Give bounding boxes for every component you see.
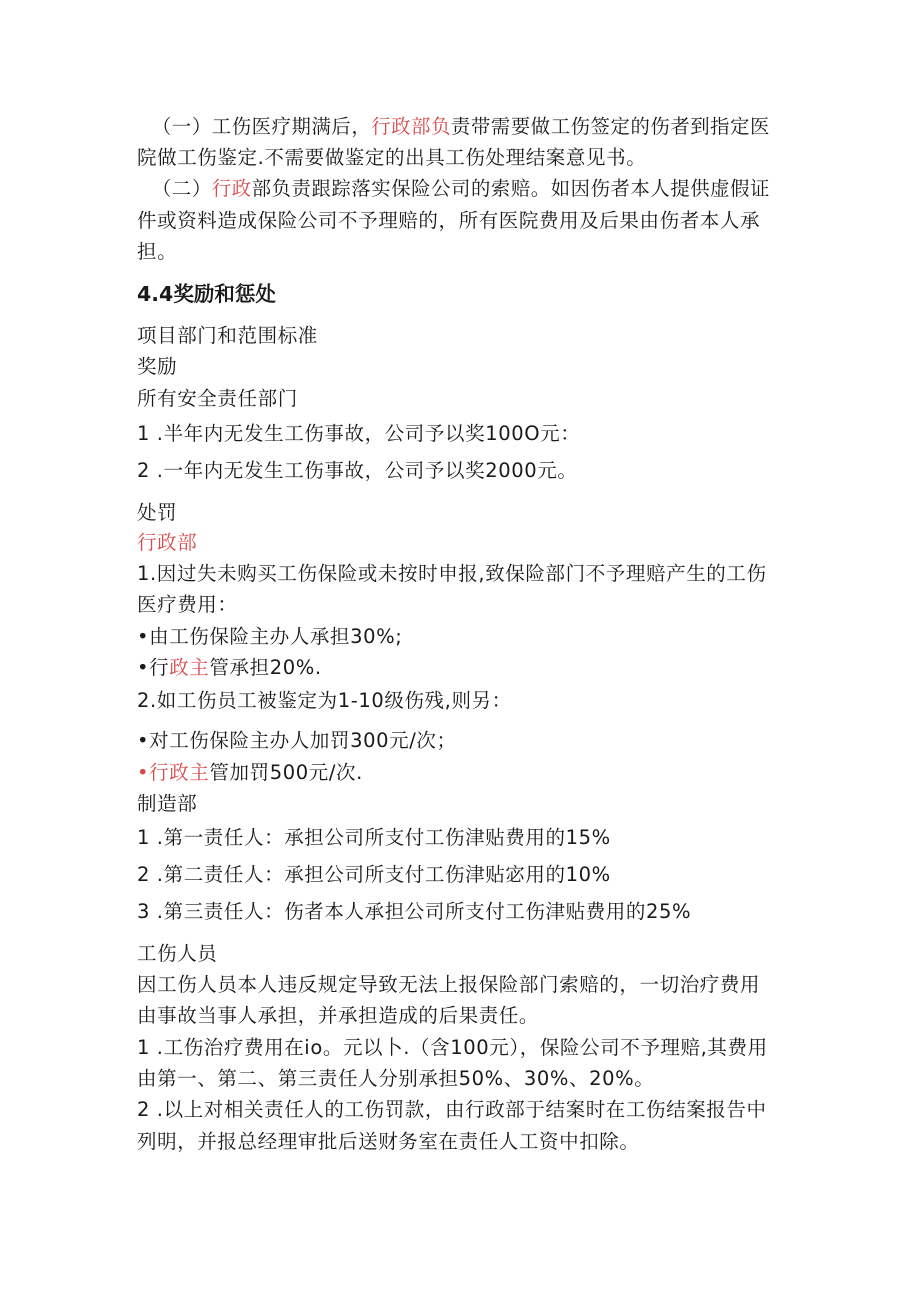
highlight-admin-dept: 行政部负: [371, 115, 452, 138]
injured-line-1: 因工伤人员本人违反规定导致无法上报保险部门索赔的，一切治疗费用: [137, 973, 761, 996]
para2-line3: 担。: [137, 240, 178, 263]
para2-line2: 件或资料造成保险公司不予理赔的，所有医院费用及后果由伤者本人承: [137, 209, 761, 232]
para2-line1: （二）行政部负责跟踪落实保险公司的索赔。如因伤者本人提供虚假证: [152, 177, 771, 200]
injured-item2-line1: 2 .以上对相关责任人的工伤罚款，由行政部于结案时在工伤结案报告中: [137, 1098, 767, 1121]
manufacturing-item-3: 3 .第三责任人：伤者本人承担公司所支付工伤津贴费用的25%: [137, 900, 692, 923]
penalty-title: 处罚: [137, 501, 178, 524]
para1-line2: 院做工伤鉴定.不需要做鉴定的出具工伤处理结案意见书。: [137, 146, 647, 169]
reward-dept: 所有安全责任部门: [137, 387, 298, 410]
admin-bullet-2: •行政主管承担20%.: [137, 656, 322, 679]
admin-bullet-3: •对工伤保险主办人加罚300元/次；: [137, 729, 457, 752]
admin-item-2: 2.如工伤员工被鉴定为1-10级伤残,则另：: [137, 689, 512, 712]
injured-item2-line2: 列明，并报总经理审批后送财务室在责任人工资中扣除。: [137, 1130, 640, 1153]
reward-item-2: 2 .一年内无发生工伤事故，公司予以奖2000元。: [137, 459, 578, 482]
section-title: 4.4奖励和惩处: [137, 282, 276, 306]
admin-bullet-4: •行政主管加罚500元/次.: [137, 761, 363, 784]
admin-item1-line1: 1.因过失未购买工伤保险或未按时申报,致保险部门不予理赔产生的工伤: [137, 562, 767, 585]
injured-item1-line2: 由第一、第二、第三责任人分别承担50%、30%、20%。: [137, 1067, 655, 1090]
reward-item-1: 1 .半年内无发生工伤事故，公司予以奖100O元：: [137, 422, 581, 445]
manufacturing-item-2: 2 .第二责任人：承担公司所支付工伤津贴宓用的10%: [137, 863, 611, 886]
manufacturing-item-1: 1 .第一责任人：承担公司所支付工伤津贴费用的15%: [137, 826, 611, 849]
injured-title: 工伤人员: [137, 942, 218, 965]
penalty-admin-dept: 行政部: [137, 531, 198, 554]
highlight-admin: 行政: [211, 177, 252, 200]
para1-line1: （一）工伤医疗期满后，行政部负责带需要做工伤签定的伤者到指定医: [152, 115, 770, 138]
reward-title: 奖励: [137, 355, 178, 378]
scope-heading: 项目部门和范围标准: [137, 324, 318, 347]
manufacturing-dept: 制造部: [137, 792, 198, 815]
admin-bullet-1: •由工伤保险主办人承担30%;: [137, 625, 403, 648]
admin-item1-line2: 医疗费用：: [137, 593, 238, 616]
injured-item1-line1: 1 .工伤治疗费用在io。元以卜.（含100元），保险公司不予理赔,其费用: [137, 1036, 768, 1059]
injured-line-2: 由事故当事人承担，并承担造成的后果责任。: [137, 1004, 540, 1027]
